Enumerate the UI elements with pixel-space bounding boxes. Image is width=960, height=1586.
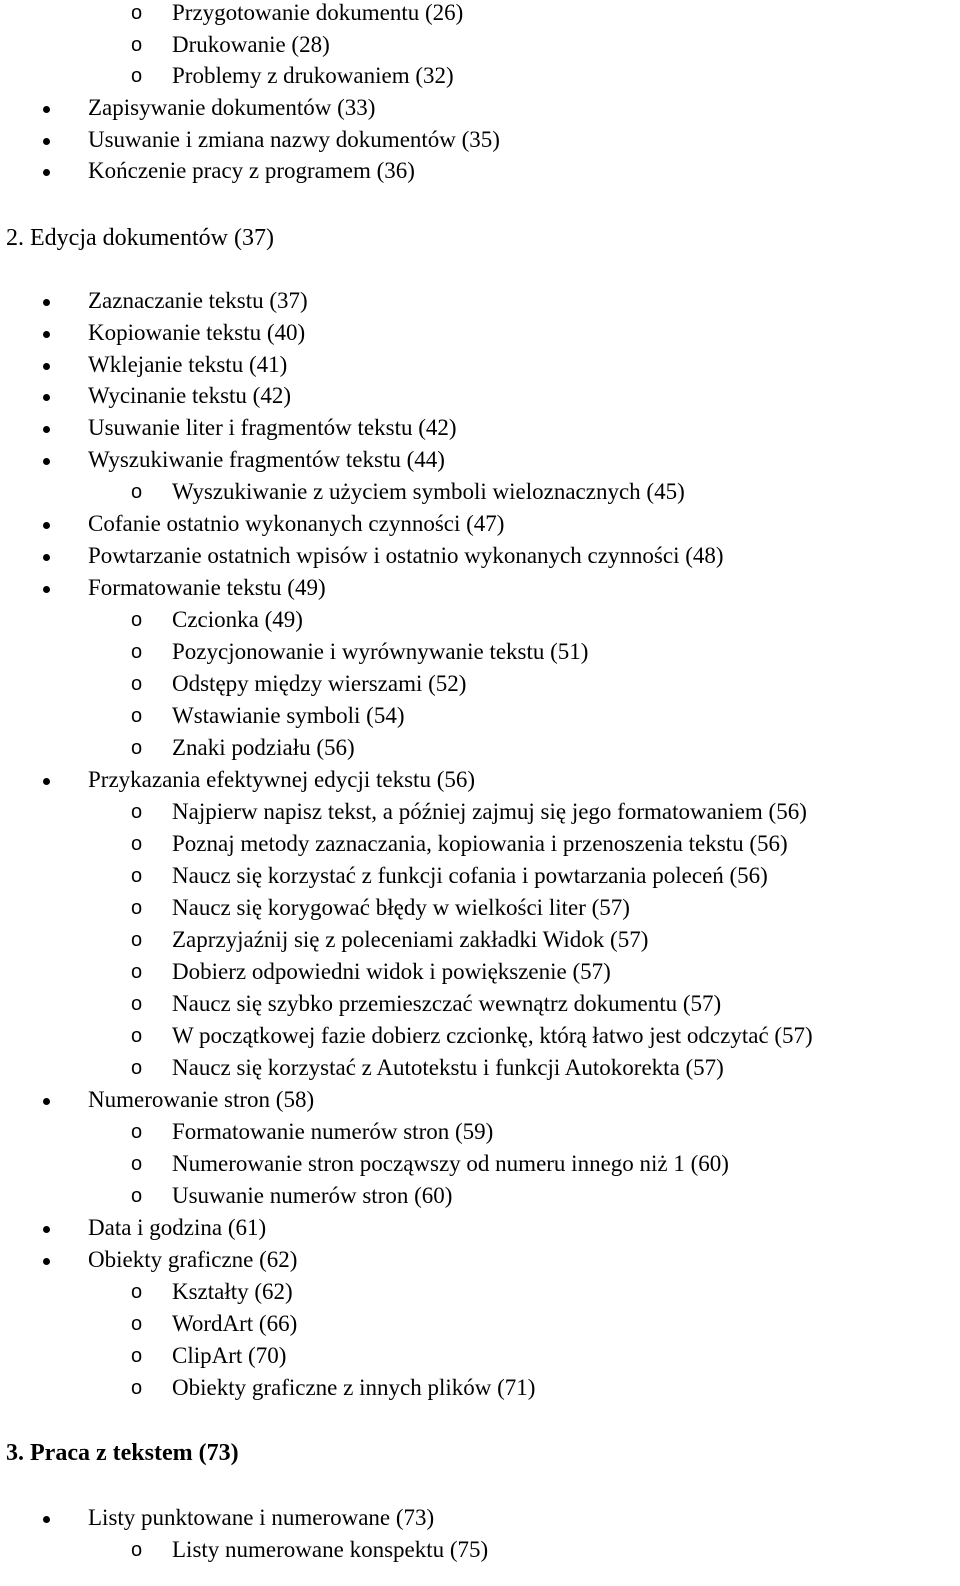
toc-subitem: Problemy z drukowaniem (32): [172, 63, 454, 88]
bullet-icon: [43, 778, 50, 785]
bullet-icon: [43, 426, 50, 433]
sub-bullet-icon: o: [131, 673, 143, 695]
sub-bullet-icon: o: [131, 641, 143, 663]
toc-subitem: Poznaj metody zaznaczania, kopiowania i przenoszenia tekstu (56): [172, 831, 788, 856]
bullet-icon: [43, 169, 50, 176]
bullet-icon: [43, 363, 50, 370]
sub-bullet-icon: o: [131, 993, 143, 1015]
toc-subitem: Usuwanie numerów stron (60): [172, 1183, 453, 1208]
bullet-icon: [43, 1258, 50, 1265]
chapter-heading: 3. Praca z tekstem (73): [6, 1440, 239, 1466]
sub-bullet-icon: o: [131, 65, 143, 87]
sub-bullet-icon: o: [131, 897, 143, 919]
toc-subitem: Numerowanie stron począwszy od numeru innego niż 1 (60): [172, 1151, 729, 1176]
sub-bullet-icon: o: [131, 929, 143, 951]
toc-item: Numerowanie stron (58): [88, 1087, 315, 1112]
toc-item: Usuwanie liter i fragmentów tekstu (42): [88, 415, 457, 440]
toc-subitem: Dobierz odpowiedni widok i powiększenie (57): [172, 959, 611, 984]
toc-subitem: Formatowanie numerów stron (59): [172, 1119, 494, 1144]
toc-item: Przykazania efektywnej edycji tekstu (56): [88, 767, 476, 792]
sub-bullet-icon: o: [131, 1539, 143, 1561]
toc-subitem: Listy numerowane konspektu (75): [172, 1537, 489, 1562]
bullet-icon: [43, 138, 50, 145]
toc-subitem: Obiekty graficzne z innych plików (71): [172, 1375, 536, 1400]
toc-item: Data i godzina (61): [88, 1215, 267, 1240]
bullet-icon: [43, 586, 50, 593]
toc-item: Kończenie pracy z programem (36): [88, 158, 415, 183]
sub-bullet-icon: o: [131, 1377, 143, 1399]
sub-bullet-icon: o: [131, 865, 143, 887]
toc-subitem: Naucz się korzystać z Autotekstu i funkcji Autokorekta (57): [172, 1055, 724, 1080]
toc-subitem: Wstawianie symboli (54): [172, 703, 405, 728]
sub-bullet-icon: o: [131, 1313, 143, 1335]
toc-subitem: Wyszukiwanie z użyciem symboli wieloznacznych (45): [172, 479, 685, 504]
sub-bullet-icon: o: [131, 961, 143, 983]
bullet-icon: [43, 106, 50, 113]
bullet-icon: [43, 1226, 50, 1233]
toc-item: Wyszukiwanie fragmentów tekstu (44): [88, 447, 445, 472]
toc-subitem: W początkowej fazie dobierz czcionkę, którą łatwo jest odczytać (57): [172, 1023, 813, 1048]
toc-subitem: Czcionka (49): [172, 607, 303, 632]
toc-item: Usuwanie i zmiana nazwy dokumentów (35): [88, 127, 500, 152]
toc-item: Wklejanie tekstu (41): [88, 352, 288, 377]
bullet-icon: [43, 331, 50, 338]
sub-bullet-icon: o: [131, 833, 143, 855]
sub-bullet-icon: o: [131, 34, 143, 56]
toc-item: Powtarzanie ostatnich wpisów i ostatnio wykonanych czynności (48): [88, 543, 724, 568]
sub-bullet-icon: o: [131, 481, 143, 503]
toc-subitem: ClipArt (70): [172, 1343, 287, 1368]
sub-bullet-icon: o: [131, 1185, 143, 1207]
bullet-icon: [43, 1516, 50, 1523]
toc-subitem: Odstępy między wierszami (52): [172, 671, 467, 696]
sub-bullet-icon: o: [131, 1153, 143, 1175]
toc-subitem: Pozycjonowanie i wyrównywanie tekstu (51): [172, 639, 589, 664]
toc-item: Listy punktowane i numerowane (73): [88, 1505, 435, 1530]
toc-item: Formatowanie tekstu (49): [88, 575, 326, 600]
toc-subitem: Przygotowanie dokumentu (26): [172, 0, 464, 25]
sub-bullet-icon: o: [131, 737, 143, 759]
sub-bullet-icon: o: [131, 705, 143, 727]
toc-item: Kopiowanie tekstu (40): [88, 320, 306, 345]
toc-item: Wycinanie tekstu (42): [88, 383, 291, 408]
toc-subitem: Zaprzyjaźnij się z poleceniami zakładki Widok (57): [172, 927, 649, 952]
toc-subitem: Drukowanie (28): [172, 32, 330, 57]
sub-bullet-icon: o: [131, 609, 143, 631]
toc-item: Cofanie ostatnio wykonanych czynności (47): [88, 511, 505, 536]
sub-bullet-icon: o: [131, 1281, 143, 1303]
sub-bullet-icon: o: [131, 1025, 143, 1047]
toc-subitem: Naucz się korygować błędy w wielkości liter (57): [172, 895, 630, 920]
chapter-heading: 2. Edycja dokumentów (37): [6, 225, 274, 251]
toc-subitem: Naucz się szybko przemieszczać wewnątrz dokumentu (57): [172, 991, 722, 1016]
bullet-icon: [43, 458, 50, 465]
toc-item: Zapisywanie dokumentów (33): [88, 95, 376, 120]
toc-item: Zaznaczanie tekstu (37): [88, 288, 308, 313]
sub-bullet-icon: o: [131, 1345, 143, 1367]
toc-subitem: Kształty (62): [172, 1279, 293, 1304]
bullet-icon: [43, 554, 50, 561]
toc-subitem: Znaki podziału (56): [172, 735, 355, 760]
sub-bullet-icon: o: [131, 1121, 143, 1143]
bullet-icon: [43, 1098, 50, 1105]
toc-subitem: WordArt (66): [172, 1311, 298, 1336]
toc-subitem: Naucz się korzystać z funkcji cofania i powtarzania poleceń (56): [172, 863, 768, 888]
bullet-icon: [43, 522, 50, 529]
sub-bullet-icon: o: [131, 2, 143, 24]
toc-item: Obiekty graficzne (62): [88, 1247, 298, 1272]
toc-subitem: Najpierw napisz tekst, a później zajmuj się jego formatowaniem (56): [172, 799, 807, 824]
bullet-icon: [43, 299, 50, 306]
bullet-icon: [43, 394, 50, 401]
sub-bullet-icon: o: [131, 1057, 143, 1079]
sub-bullet-icon: o: [131, 801, 143, 823]
